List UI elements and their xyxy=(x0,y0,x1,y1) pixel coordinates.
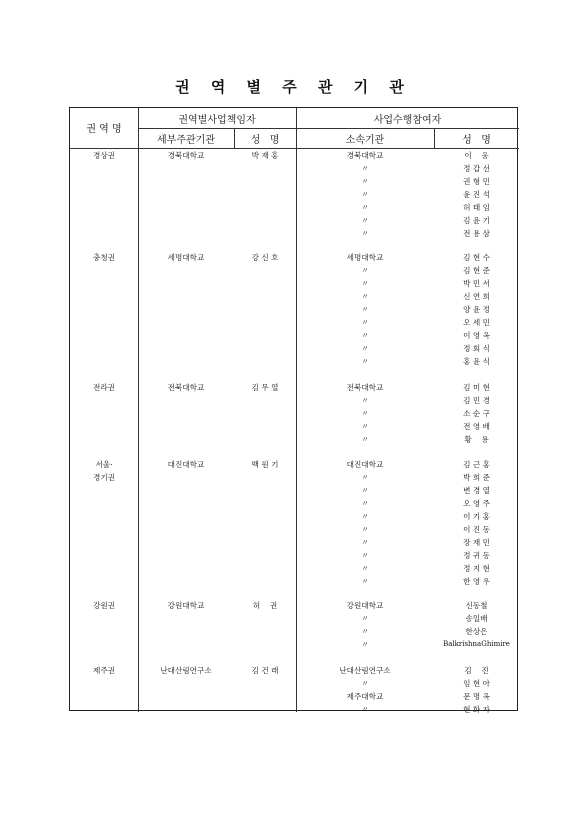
participant-affiliation: 〃 xyxy=(361,229,369,238)
participant-name: 정 갑 선 xyxy=(463,164,490,173)
participant-affiliation: 〃 xyxy=(361,164,369,173)
participant-name: 윤 진 석 xyxy=(463,190,490,199)
participant-affiliation: 〃 xyxy=(361,486,369,495)
participant-affiliation: 〃 xyxy=(361,422,369,431)
header-participant-group: 사업수행참여자 xyxy=(373,115,442,126)
region-label: 서울· xyxy=(95,460,113,469)
participant-name: 이 웅 xyxy=(464,151,489,160)
region-label: 강원권 xyxy=(92,601,115,610)
pi-name: 박 재 홍 xyxy=(251,151,279,160)
participant-name: 이 영 옥 xyxy=(463,331,490,340)
pi-name: 김 무 열 xyxy=(251,383,279,392)
participant-name: 한 영 우 xyxy=(463,577,490,586)
pi-name: 김 건 래 xyxy=(251,666,279,675)
participant-name: 허 태 임 xyxy=(463,203,490,212)
participant-name: 송일배 xyxy=(465,614,488,623)
participant-name: 박 민 서 xyxy=(463,279,490,288)
pi-name: 강 신 호 xyxy=(251,253,279,262)
header-detail-org: 세부주관기관 xyxy=(157,135,215,146)
participant-name: 권 형 민 xyxy=(463,177,490,186)
participant-name: 김 근 홍 xyxy=(463,460,490,469)
participant-name: 임 현 아 xyxy=(463,679,490,688)
header-participant-name: 성 명 xyxy=(462,135,491,146)
participant-name: 이 진 동 xyxy=(463,525,490,534)
participant-affiliation: 〃 xyxy=(361,409,369,418)
participant-affiliation: 〃 xyxy=(361,435,369,444)
participant-name: 황 용 xyxy=(464,435,489,444)
participant-name: 전 영 배 xyxy=(463,422,490,431)
region-label: 제주권 xyxy=(92,666,115,675)
participant-affiliation: 〃 xyxy=(361,396,369,405)
participant-name: 정 귀 동 xyxy=(463,551,490,560)
participant-affiliation: 대진대학교 xyxy=(346,460,384,469)
participant-affiliation: 〃 xyxy=(361,679,369,688)
detail-org: 대진대학교 xyxy=(167,460,205,469)
participant-affiliation: 〃 xyxy=(361,305,369,314)
region-label: 경상권 xyxy=(92,151,115,160)
participant-name: 오 영 주 xyxy=(463,499,490,508)
participant-affiliation: 〃 xyxy=(361,525,369,534)
participant-name: 정 회 식 xyxy=(463,344,490,353)
page-title: 권 역 별 주 관 기 관 xyxy=(175,78,412,96)
detail-org: 난대산림연구소 xyxy=(160,666,212,675)
participant-name: 양 윤 정 xyxy=(463,305,490,314)
participant-affiliation: 〃 xyxy=(361,640,369,649)
detail-org: 전북대학교 xyxy=(167,383,205,392)
participant-name: 현 화 자 xyxy=(463,705,490,714)
detail-org: 강원대학교 xyxy=(167,601,205,610)
detail-org: 세명대학교 xyxy=(167,253,205,262)
participant-name: 홍 윤 식 xyxy=(463,357,490,366)
header-responsible-group: 권역별사업책임자 xyxy=(178,115,256,126)
participant-affiliation: 강원대학교 xyxy=(346,601,384,610)
participant-name: 박 희 준 xyxy=(463,473,490,482)
participant-affiliation: 제주대학교 xyxy=(346,692,384,701)
institution-table xyxy=(69,107,518,714)
pi-name: 허 권 xyxy=(252,601,278,610)
participant-affiliation: 〃 xyxy=(361,216,369,225)
participant-affiliation: 경북대학교 xyxy=(346,151,384,160)
participant-affiliation: 〃 xyxy=(361,357,369,366)
participant-name: BalkrishnaGhimire xyxy=(443,640,510,648)
header-region: 권 역 명 xyxy=(86,124,122,135)
participant-name: 한상은 xyxy=(465,627,488,636)
participant-affiliation: 〃 xyxy=(361,292,369,301)
participant-affiliation: 〃 xyxy=(361,318,369,327)
participant-affiliation: 〃 xyxy=(361,551,369,560)
header-affiliation: 소속기관 xyxy=(345,135,385,146)
participant-affiliation: 전북대학교 xyxy=(346,383,384,392)
participant-affiliation: 〃 xyxy=(361,279,369,288)
region-label: 경기권 xyxy=(92,473,115,482)
participant-affiliation: 〃 xyxy=(361,614,369,623)
participant-name: 이 기 홍 xyxy=(463,512,490,521)
participant-name: 오 세 민 xyxy=(463,318,490,327)
participant-name: 김 미 현 xyxy=(463,383,490,392)
participant-name: 장 재 민 xyxy=(463,538,490,547)
participant-name: 신동철 xyxy=(465,601,488,610)
participant-affiliation: 〃 xyxy=(361,564,369,573)
participant-name: 김 진 xyxy=(464,666,489,675)
participant-affiliation: 〃 xyxy=(361,344,369,353)
participant-affiliation: 〃 xyxy=(361,331,369,340)
participant-affiliation: 난대산림연구소 xyxy=(339,666,391,675)
region-label: 전라권 xyxy=(92,383,115,392)
participant-name: 정 지 현 xyxy=(463,564,490,573)
header-name: 성 명 xyxy=(250,135,280,146)
participant-affiliation: 〃 xyxy=(361,177,369,186)
participant-name: 김 현 수 xyxy=(463,253,490,262)
column-divider xyxy=(138,108,139,712)
participant-affiliation: 〃 xyxy=(361,627,369,636)
pi-name: 백 원 기 xyxy=(251,460,279,469)
participant-name: 소 순 구 xyxy=(463,409,490,418)
participant-affiliation: 세명대학교 xyxy=(346,253,384,262)
participant-name: 김 현 준 xyxy=(463,266,490,275)
participant-name: 김 윤 기 xyxy=(463,216,490,225)
participant-affiliation: 〃 xyxy=(361,203,369,212)
row-divider xyxy=(138,128,519,129)
participant-name: 전 용 삼 xyxy=(463,229,490,238)
participant-affiliation: 〃 xyxy=(361,499,369,508)
participant-name: 신 연 희 xyxy=(463,292,490,301)
participant-affiliation: 〃 xyxy=(361,266,369,275)
participant-name: 김 민 경 xyxy=(463,396,490,405)
detail-org: 경북대학교 xyxy=(167,151,205,160)
participant-affiliation: 〃 xyxy=(361,538,369,547)
participant-affiliation: 〃 xyxy=(361,705,369,714)
participant-affiliation: 〃 xyxy=(361,577,369,586)
participant-affiliation: 〃 xyxy=(361,473,369,482)
participant-affiliation: 〃 xyxy=(361,512,369,521)
participant-name: 문 명 옥 xyxy=(463,692,490,701)
participant-name: 변 경 열 xyxy=(463,486,490,495)
region-label: 충청권 xyxy=(92,253,115,262)
participant-affiliation: 〃 xyxy=(361,190,369,199)
